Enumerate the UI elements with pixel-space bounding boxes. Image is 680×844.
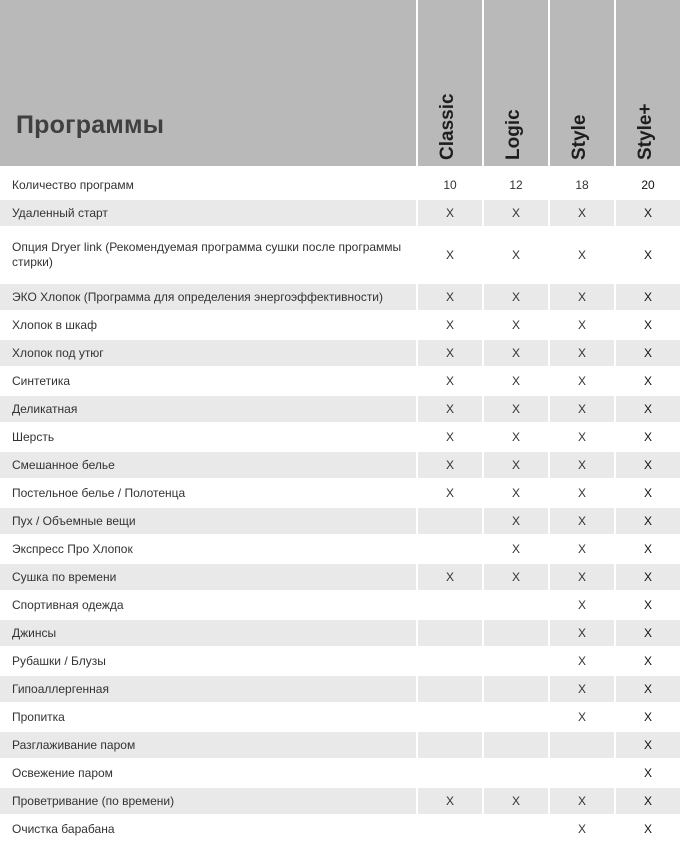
availability-cell-style: X — [550, 648, 616, 676]
availability-cell-style — [550, 732, 616, 760]
table-row — [0, 228, 680, 284]
availability-cell-classic: X — [418, 424, 484, 452]
program-name: Количество программ — [0, 172, 418, 200]
availability-cell-style-plus: X — [616, 816, 680, 844]
availability-cell-classic — [418, 536, 484, 564]
availability-cell-logic: X — [484, 508, 550, 536]
program-name: Проветривание (по времени) — [0, 788, 418, 816]
program-name: Смешанное белье — [0, 452, 418, 480]
availability-cell-style-plus: X — [616, 284, 680, 312]
availability-cell-style-plus: X — [616, 312, 680, 340]
availability-cell-logic — [484, 760, 550, 788]
program-name: Синтетика — [0, 368, 418, 396]
availability-cell-style: X — [550, 228, 616, 284]
program-name: Джинсы — [0, 620, 418, 648]
availability-cell-classic: X — [418, 396, 484, 424]
availability-cell-style: X — [550, 536, 616, 564]
availability-cell-classic: X — [418, 340, 484, 368]
availability-cell-style: X — [550, 704, 616, 732]
availability-cell-logic — [484, 676, 550, 704]
program-name: Хлопок в шкаф — [0, 312, 418, 340]
availability-cell-style-plus: X — [616, 452, 680, 480]
availability-cell-logic — [484, 816, 550, 844]
availability-cell-logic: X — [484, 340, 550, 368]
program-name: Гипоаллергенная — [0, 676, 418, 704]
program-name: Рубашки / Блузы — [0, 648, 418, 676]
availability-cell-style: X — [550, 340, 616, 368]
availability-cell-logic: X — [484, 396, 550, 424]
table-row — [0, 732, 680, 760]
availability-cell-classic: X — [418, 788, 484, 816]
variant-label-classic: Classic — [437, 93, 458, 160]
column-header-classic — [418, 0, 484, 172]
availability-cell-classic — [418, 676, 484, 704]
program-name: Постельное белье / Полотенца — [0, 480, 418, 508]
programs-title: Программы — [16, 111, 165, 139]
availability-cell-logic: X — [484, 312, 550, 340]
table-row — [0, 564, 680, 592]
table-row — [0, 676, 680, 704]
table-row — [0, 200, 680, 228]
availability-cell-style: X — [550, 788, 616, 816]
program-name: Пропитка — [0, 704, 418, 732]
availability-cell-classic: X — [418, 480, 484, 508]
availability-cell-style-plus: X — [616, 508, 680, 536]
availability-cell-style: X — [550, 508, 616, 536]
availability-cell-logic: X — [484, 228, 550, 284]
availability-cell-style-plus: X — [616, 732, 680, 760]
table-row — [0, 312, 680, 340]
program-name: Сушка по времени — [0, 564, 418, 592]
program-name: Шерсть — [0, 424, 418, 452]
availability-cell-style-plus: X — [616, 396, 680, 424]
header-row — [0, 0, 680, 172]
column-header-logic — [484, 0, 550, 172]
column-header-style — [550, 0, 616, 172]
column-header-style-plus — [616, 0, 680, 172]
program-name: Освежение паром — [0, 760, 418, 788]
availability-cell-logic: X — [484, 200, 550, 228]
table-row — [0, 508, 680, 536]
availability-cell-classic — [418, 620, 484, 648]
availability-cell-classic: X — [418, 452, 484, 480]
table-row — [0, 480, 680, 508]
availability-cell-logic: X — [484, 368, 550, 396]
availability-cell-style: X — [550, 312, 616, 340]
availability-cell-classic — [418, 648, 484, 676]
availability-cell-style: X — [550, 200, 616, 228]
availability-cell-style: X — [550, 368, 616, 396]
availability-cell-classic: X — [418, 228, 484, 284]
availability-cell-style: X — [550, 480, 616, 508]
availability-cell-logic: X — [484, 536, 550, 564]
variant-label-style: Style — [569, 114, 590, 160]
availability-cell-style-plus: X — [616, 760, 680, 788]
availability-cell-style-plus: X — [616, 620, 680, 648]
table-row — [0, 368, 680, 396]
availability-cell-classic: X — [418, 312, 484, 340]
table-row — [0, 452, 680, 480]
availability-cell-logic: X — [484, 788, 550, 816]
program-name: Хлопок под утюг — [0, 340, 418, 368]
program-name: Пух / Объемные вещи — [0, 508, 418, 536]
variant-label-style-plus: Style+ — [635, 103, 656, 160]
availability-cell-classic — [418, 732, 484, 760]
availability-cell-classic: X — [418, 200, 484, 228]
availability-cell-classic — [418, 592, 484, 620]
availability-cell-style: X — [550, 452, 616, 480]
availability-cell-style: X — [550, 396, 616, 424]
table-body — [0, 172, 680, 844]
program-name: ЭКО Хлопок (Программа для определения энергоэффективности) — [0, 284, 418, 312]
table-row — [0, 760, 680, 788]
availability-cell-style: 18 — [550, 172, 616, 200]
program-name: Деликатная — [0, 396, 418, 424]
availability-cell-logic — [484, 620, 550, 648]
availability-cell-classic — [418, 816, 484, 844]
program-name: Экспресс Про Хлопок — [0, 536, 418, 564]
availability-cell-classic — [418, 508, 484, 536]
table-row — [0, 284, 680, 312]
table-row — [0, 424, 680, 452]
table-header — [0, 0, 680, 172]
availability-cell-style: X — [550, 676, 616, 704]
program-name: Разглаживание паром — [0, 732, 418, 760]
availability-cell-style-plus: X — [616, 228, 680, 284]
availability-cell-style: X — [550, 284, 616, 312]
availability-cell-style-plus: X — [616, 200, 680, 228]
availability-cell-classic — [418, 760, 484, 788]
availability-cell-style-plus: X — [616, 424, 680, 452]
table-row — [0, 536, 680, 564]
availability-cell-style-plus: X — [616, 592, 680, 620]
availability-cell-style-plus: X — [616, 788, 680, 816]
availability-cell-classic: X — [418, 564, 484, 592]
availability-cell-classic: X — [418, 284, 484, 312]
availability-cell-logic: X — [484, 452, 550, 480]
availability-cell-logic — [484, 648, 550, 676]
availability-cell-logic: X — [484, 284, 550, 312]
availability-cell-style-plus: X — [616, 340, 680, 368]
availability-cell-style-plus: X — [616, 480, 680, 508]
availability-cell-logic: X — [484, 480, 550, 508]
availability-cell-style-plus: X — [616, 368, 680, 396]
table-row — [0, 816, 680, 844]
program-name: Удаленный старт — [0, 200, 418, 228]
availability-cell-logic: X — [484, 564, 550, 592]
availability-cell-style-plus: X — [616, 564, 680, 592]
table-row — [0, 396, 680, 424]
availability-cell-style-plus: X — [616, 704, 680, 732]
table-row — [0, 620, 680, 648]
availability-cell-logic — [484, 704, 550, 732]
availability-cell-style: X — [550, 620, 616, 648]
program-name: Опция Dryer link (Рекомендуемая программа сушки после программы стирки) — [0, 228, 418, 284]
availability-cell-logic — [484, 592, 550, 620]
availability-cell-style: X — [550, 592, 616, 620]
table-row — [0, 340, 680, 368]
table-row — [0, 788, 680, 816]
table-row — [0, 172, 680, 200]
availability-cell-logic: 12 — [484, 172, 550, 200]
availability-cell-style: X — [550, 564, 616, 592]
program-name: Спортивная одежда — [0, 592, 418, 620]
availability-cell-style — [550, 760, 616, 788]
availability-cell-classic — [418, 704, 484, 732]
table-row — [0, 592, 680, 620]
table-row — [0, 648, 680, 676]
programs-title-cell — [0, 0, 418, 172]
availability-cell-style: X — [550, 816, 616, 844]
availability-cell-classic: 10 — [418, 172, 484, 200]
program-name: Очистка барабана — [0, 816, 418, 844]
availability-cell-style: X — [550, 424, 616, 452]
variant-label-logic: Logic — [503, 109, 524, 160]
availability-cell-classic: X — [418, 368, 484, 396]
availability-cell-style-plus: X — [616, 648, 680, 676]
availability-cell-style-plus: X — [616, 676, 680, 704]
availability-cell-logic — [484, 732, 550, 760]
availability-cell-logic: X — [484, 424, 550, 452]
availability-cell-style-plus: 20 — [616, 172, 680, 200]
availability-cell-style-plus: X — [616, 536, 680, 564]
table-row — [0, 704, 680, 732]
